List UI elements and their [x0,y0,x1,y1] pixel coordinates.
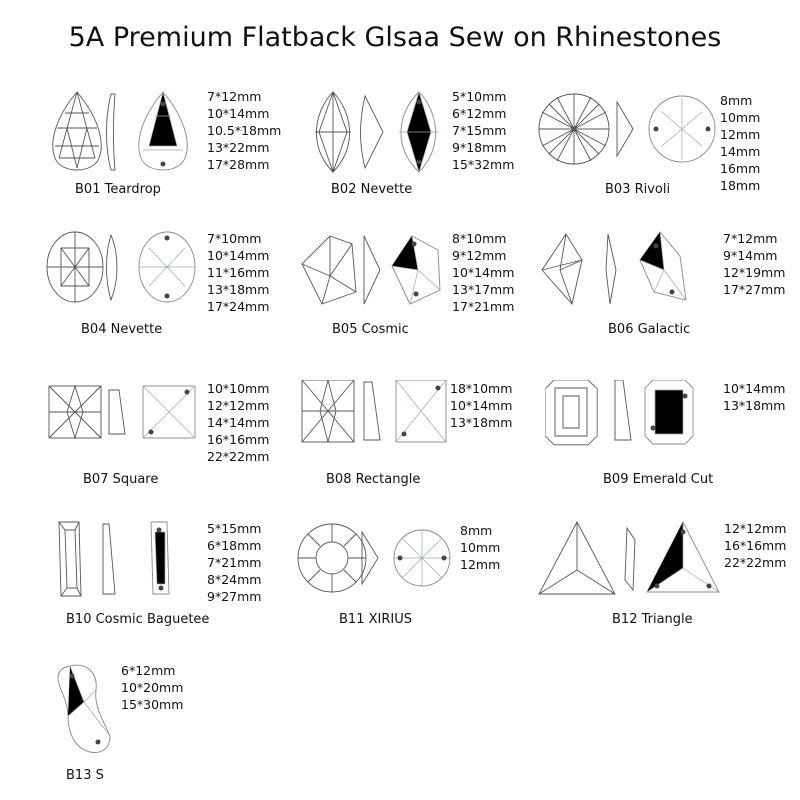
page-title: 5A Premium Flatback Glsaa Sew on Rhinestones [68,22,722,53]
product-label: B01 Teardrop [75,182,161,197]
product-label: B04 Nevette [81,322,163,337]
product-b01-teardrop [45,88,295,218]
product-b09-emerald-cut [545,380,795,510]
size-list [207,230,269,315]
product-label: B07 Square [83,472,159,487]
size-item: 14mm [720,144,761,159]
size-item: 6*12mm [452,106,507,121]
size-item: 8*24mm [207,572,262,587]
emerald-cut-drawing [545,380,725,450]
teardrop-drawing [45,88,205,178]
size-item: 9*18mm [452,140,507,155]
size-item: 10*14mm [452,265,515,280]
product-b11-xirius [296,522,546,652]
size-item: 17*24mm [207,299,270,314]
product-b13-s [50,662,300,792]
size-item: 8mm [460,523,493,538]
size-item: 9*27mm [207,589,262,604]
size-item: 10*14mm [207,248,270,263]
size-list [724,520,786,571]
product-b03-rivoli [537,92,787,222]
xirius-drawing [296,522,456,597]
size-item: 15*32mm [452,157,515,172]
size-list [460,522,500,573]
size-item: 7*12mm [723,231,778,246]
product-label: B09 Emerald Cut [603,472,714,487]
size-item: 10*10mm [207,381,270,396]
size-item: 5*15mm [207,521,262,536]
size-item: 13*17mm [452,282,515,297]
product-b05-cosmic [300,230,550,360]
product-b07-square [45,380,295,510]
size-item: 7*21mm [207,555,262,570]
size-item: 10.5*18mm [207,123,282,138]
size-item: 6*12mm [121,663,176,678]
product-label: B12 Triangle [612,612,693,627]
size-item: 22*22mm [724,555,787,570]
size-item: 13*22mm [207,140,270,155]
product-b04-nevette [45,230,295,360]
size-item: 16*16mm [207,432,270,447]
size-item: 8*10mm [452,231,507,246]
product-label: B02 Nevette [331,182,413,197]
product-label: B08 Rectangle [326,472,421,487]
product-label: B11 XIRIUS [339,612,412,627]
product-b02-nevette [307,88,557,218]
triangle-drawing [537,520,722,600]
size-item: 16mm [720,161,761,176]
size-item: 7*15mm [452,123,507,138]
product-label: B10 Cosmic Baguetee [66,612,210,627]
size-item: 22*22mm [207,449,270,464]
s-shape-drawing [50,662,120,762]
product-label: B06 Galactic [608,322,691,337]
size-list [452,230,514,315]
cosmic-drawing [300,230,450,310]
size-item: 14*14mm [207,415,270,430]
size-item: 6*18mm [207,538,262,553]
size-item: 17*27mm [723,282,786,297]
size-list [723,380,785,414]
size-item: 9*12mm [452,248,507,263]
size-list [121,662,183,713]
size-item: 11*16mm [207,265,270,280]
size-item: 15*30mm [121,697,184,712]
product-b10-cosmic-baguetee [45,520,295,650]
product-b08-rectangle [300,380,550,510]
size-item: 5*10mm [452,89,507,104]
size-item: 7*12mm [207,89,262,104]
rivoli-drawing [537,92,717,172]
size-item: 10mm [460,540,501,555]
cosmic-baguette-drawing [45,520,205,600]
size-item: 12*12mm [207,398,270,413]
size-item: 8mm [720,93,753,108]
rectangle-drawing [300,380,460,450]
product-label: B13 S [66,768,104,783]
size-item: 10*14mm [207,106,270,121]
product-b06-galactic [540,230,790,360]
square-drawing [45,380,205,450]
size-list [207,520,261,605]
size-item: 7*10mm [207,231,262,246]
size-item: 9*14mm [723,248,778,263]
product-label: B05 Cosmic [332,322,409,337]
size-list [207,88,281,173]
size-list [452,88,514,173]
size-item: 10*20mm [121,680,184,695]
size-item: 12mm [460,557,501,572]
size-item: 13*18mm [723,398,786,413]
size-item: 13*18mm [450,415,513,430]
size-item: 10mm [720,110,761,125]
size-list [723,230,785,298]
size-item: 10*14mm [450,398,513,413]
size-item: 12mm [720,127,761,142]
size-list [720,92,760,194]
size-item: 17*28mm [207,157,270,172]
size-item: 16*16mm [724,538,787,553]
size-item: 12*12mm [724,521,787,536]
size-item: 18mm [720,178,761,193]
size-item: 13*18mm [207,282,270,297]
size-list [207,380,269,465]
size-list [450,380,512,431]
product-b12-triangle [537,520,787,650]
size-item: 10*14mm [723,381,786,396]
size-item: 18*10mm [450,381,513,396]
product-label: B03 Rivoli [605,182,671,197]
size-item: 17*21mm [452,299,515,314]
nevette-drawing [307,88,452,178]
size-item: 12*19mm [723,265,786,280]
galactic-drawing [540,230,720,310]
oval-drawing [45,230,205,310]
